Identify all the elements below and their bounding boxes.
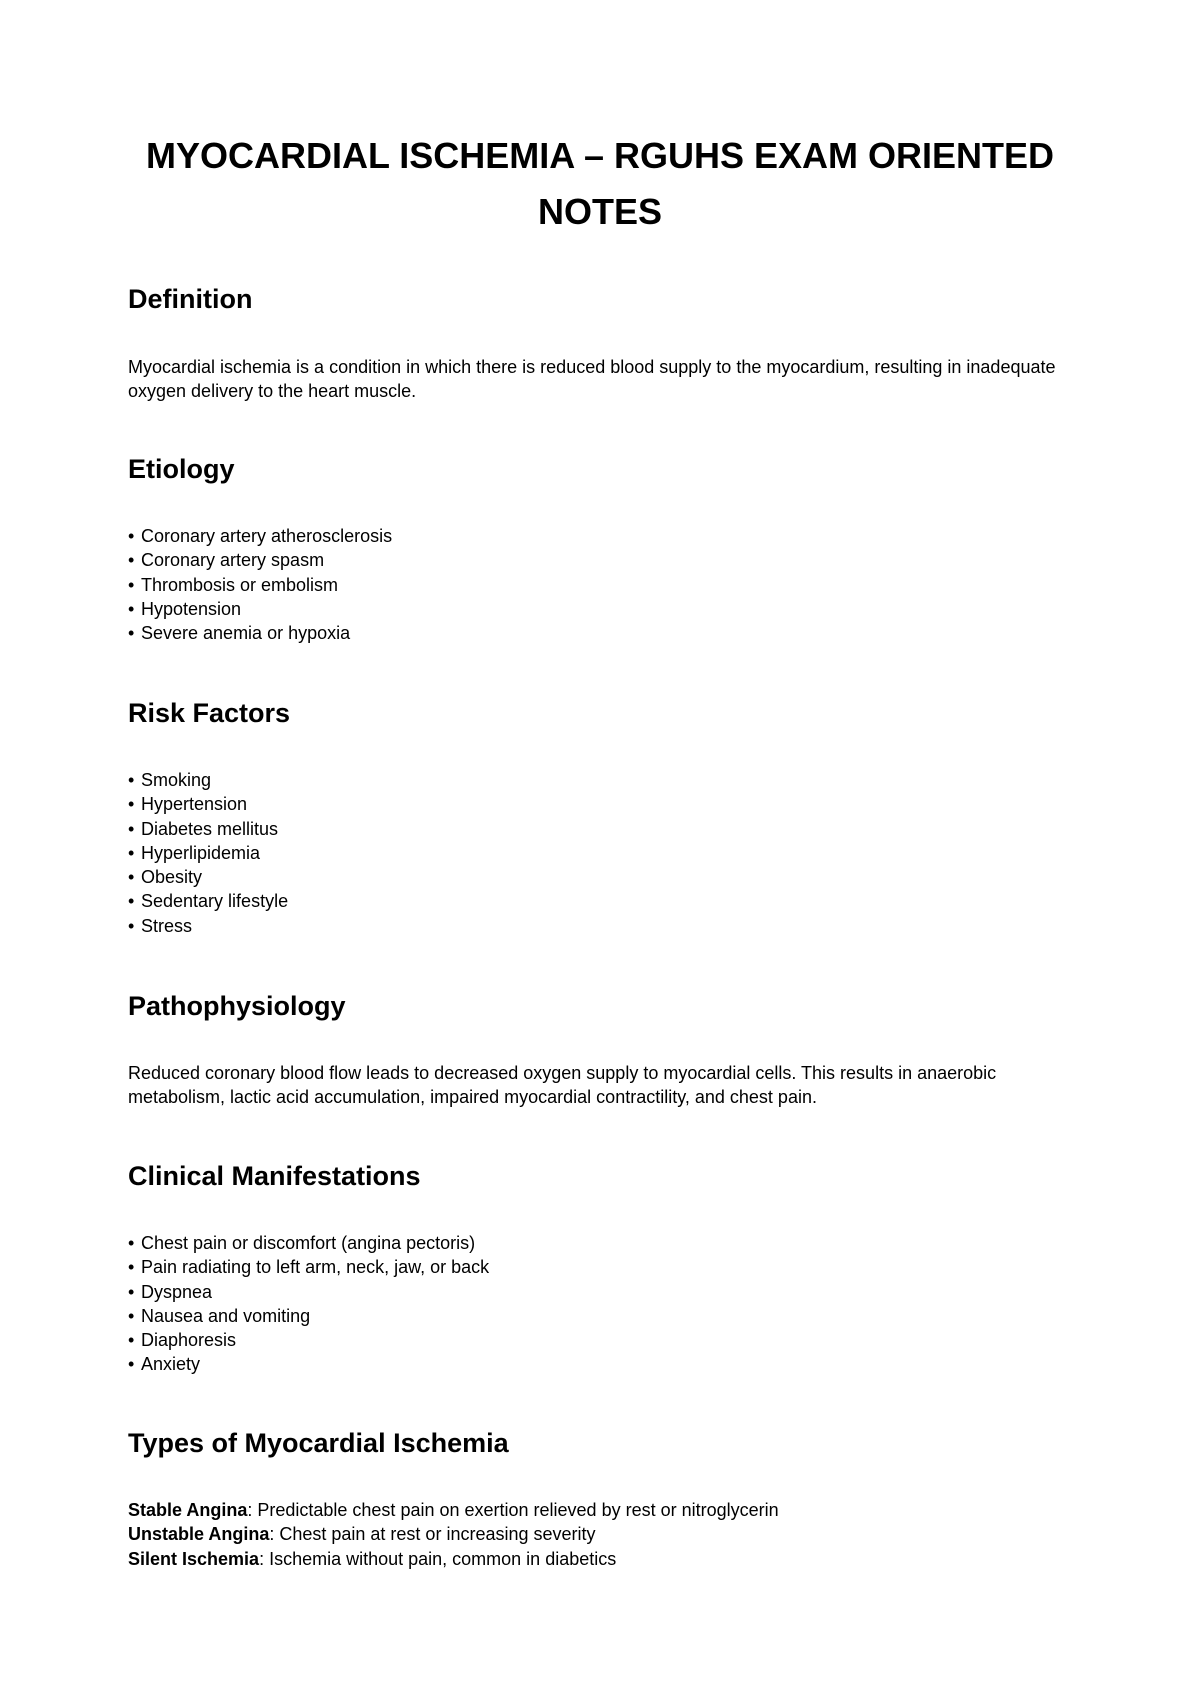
bullet-icon: • xyxy=(128,794,135,815)
bullet-icon: • xyxy=(128,915,135,936)
list-item: • Stress xyxy=(128,914,288,938)
bullet-icon: • xyxy=(128,1233,135,1253)
list-item: • Dyspnea xyxy=(128,1280,489,1304)
type-term: Stable Angina xyxy=(128,1500,248,1520)
clinical-manifestations-heading: Clinical Manifestations xyxy=(128,1161,421,1191)
bullet-icon: • xyxy=(128,891,135,912)
list-item: • Anxiety xyxy=(128,1352,489,1376)
list-item xyxy=(128,1522,779,1546)
list-item: • Coronary artery spasm xyxy=(128,548,392,572)
page-title: MYOCARDIAL ISCHEMIA – RGUHS EXAM ORIENTED NOTES xyxy=(145,135,1055,232)
bullet-icon: • xyxy=(128,770,135,790)
definition-heading: Definition xyxy=(128,284,253,314)
bullet-icon: • xyxy=(128,1281,135,1302)
list-item: • Hypertension xyxy=(128,792,288,816)
risk-factors-heading: Risk Factors xyxy=(128,698,291,728)
risk-factors-list xyxy=(128,768,288,938)
list-item: • Sedentary lifestyle xyxy=(128,889,288,913)
bullet-icon: • xyxy=(128,550,135,571)
list-item: • Hypotension xyxy=(128,597,392,621)
types-list xyxy=(128,1498,779,1571)
bullet-icon: • xyxy=(128,526,135,546)
pathophysiology-heading: Pathophysiology xyxy=(128,991,346,1021)
bullet-icon: • xyxy=(128,1330,135,1351)
bullet-icon: • xyxy=(128,1354,135,1375)
list-item: • Diaphoresis xyxy=(128,1328,489,1352)
list-item: • Pain radiating to left arm, neck, jaw, or back xyxy=(128,1255,489,1279)
clinical-manifestations-list xyxy=(128,1231,489,1377)
etiology-list xyxy=(128,524,392,645)
bullet-icon: • xyxy=(128,867,135,888)
list-item: • Smoking xyxy=(128,768,288,792)
bullet-icon: • xyxy=(128,623,135,644)
list-item: • Thrombosis or embolism xyxy=(128,573,392,597)
bullet-icon: • xyxy=(128,842,135,863)
bullet-icon: • xyxy=(128,818,135,839)
list-item: • Chest pain or discomfort (angina pectoris) xyxy=(128,1231,489,1255)
list-item: • Diabetes mellitus xyxy=(128,817,288,841)
bullet-icon: • xyxy=(128,574,135,595)
type-description: : Ischemia without pain, common in diabetics xyxy=(259,1548,617,1569)
list-item: • Hyperlipidemia xyxy=(128,841,288,865)
type-term: Silent Ischemia xyxy=(128,1548,260,1569)
list-item xyxy=(128,1547,779,1571)
list-item: • Coronary artery atherosclerosis xyxy=(128,524,392,548)
list-item: • Severe anemia or hypoxia xyxy=(128,621,392,645)
definition-text: Myocardial ischemia is a condition in which there is reduced blood supply to the myocardium, resulting in inadequate oxygen delivery to the heart muscle. xyxy=(128,357,1056,401)
type-description: : Predictable chest pain on exertion relieved by rest or nitroglycerin xyxy=(247,1500,779,1520)
etiology-heading: Etiology xyxy=(128,454,235,484)
types-heading: Types of Myocardial Ischemia xyxy=(128,1428,509,1458)
bullet-icon: • xyxy=(128,1257,135,1278)
bullet-icon: • xyxy=(128,1305,135,1326)
bullet-icon: • xyxy=(128,598,135,619)
list-item: • Nausea and vomiting xyxy=(128,1304,489,1328)
type-term: Unstable Angina xyxy=(128,1524,270,1545)
list-item xyxy=(128,1498,779,1522)
list-item: • Obesity xyxy=(128,865,288,889)
type-description: : Chest pain at rest or increasing severity xyxy=(269,1524,596,1545)
pathophysiology-text: Reduced coronary blood flow leads to decreased oxygen supply to myocardial cells. This results in anaerobic metabolism, lactic acid accumulation, impaired myocardial contractility, and chest pain. xyxy=(128,1063,997,1107)
